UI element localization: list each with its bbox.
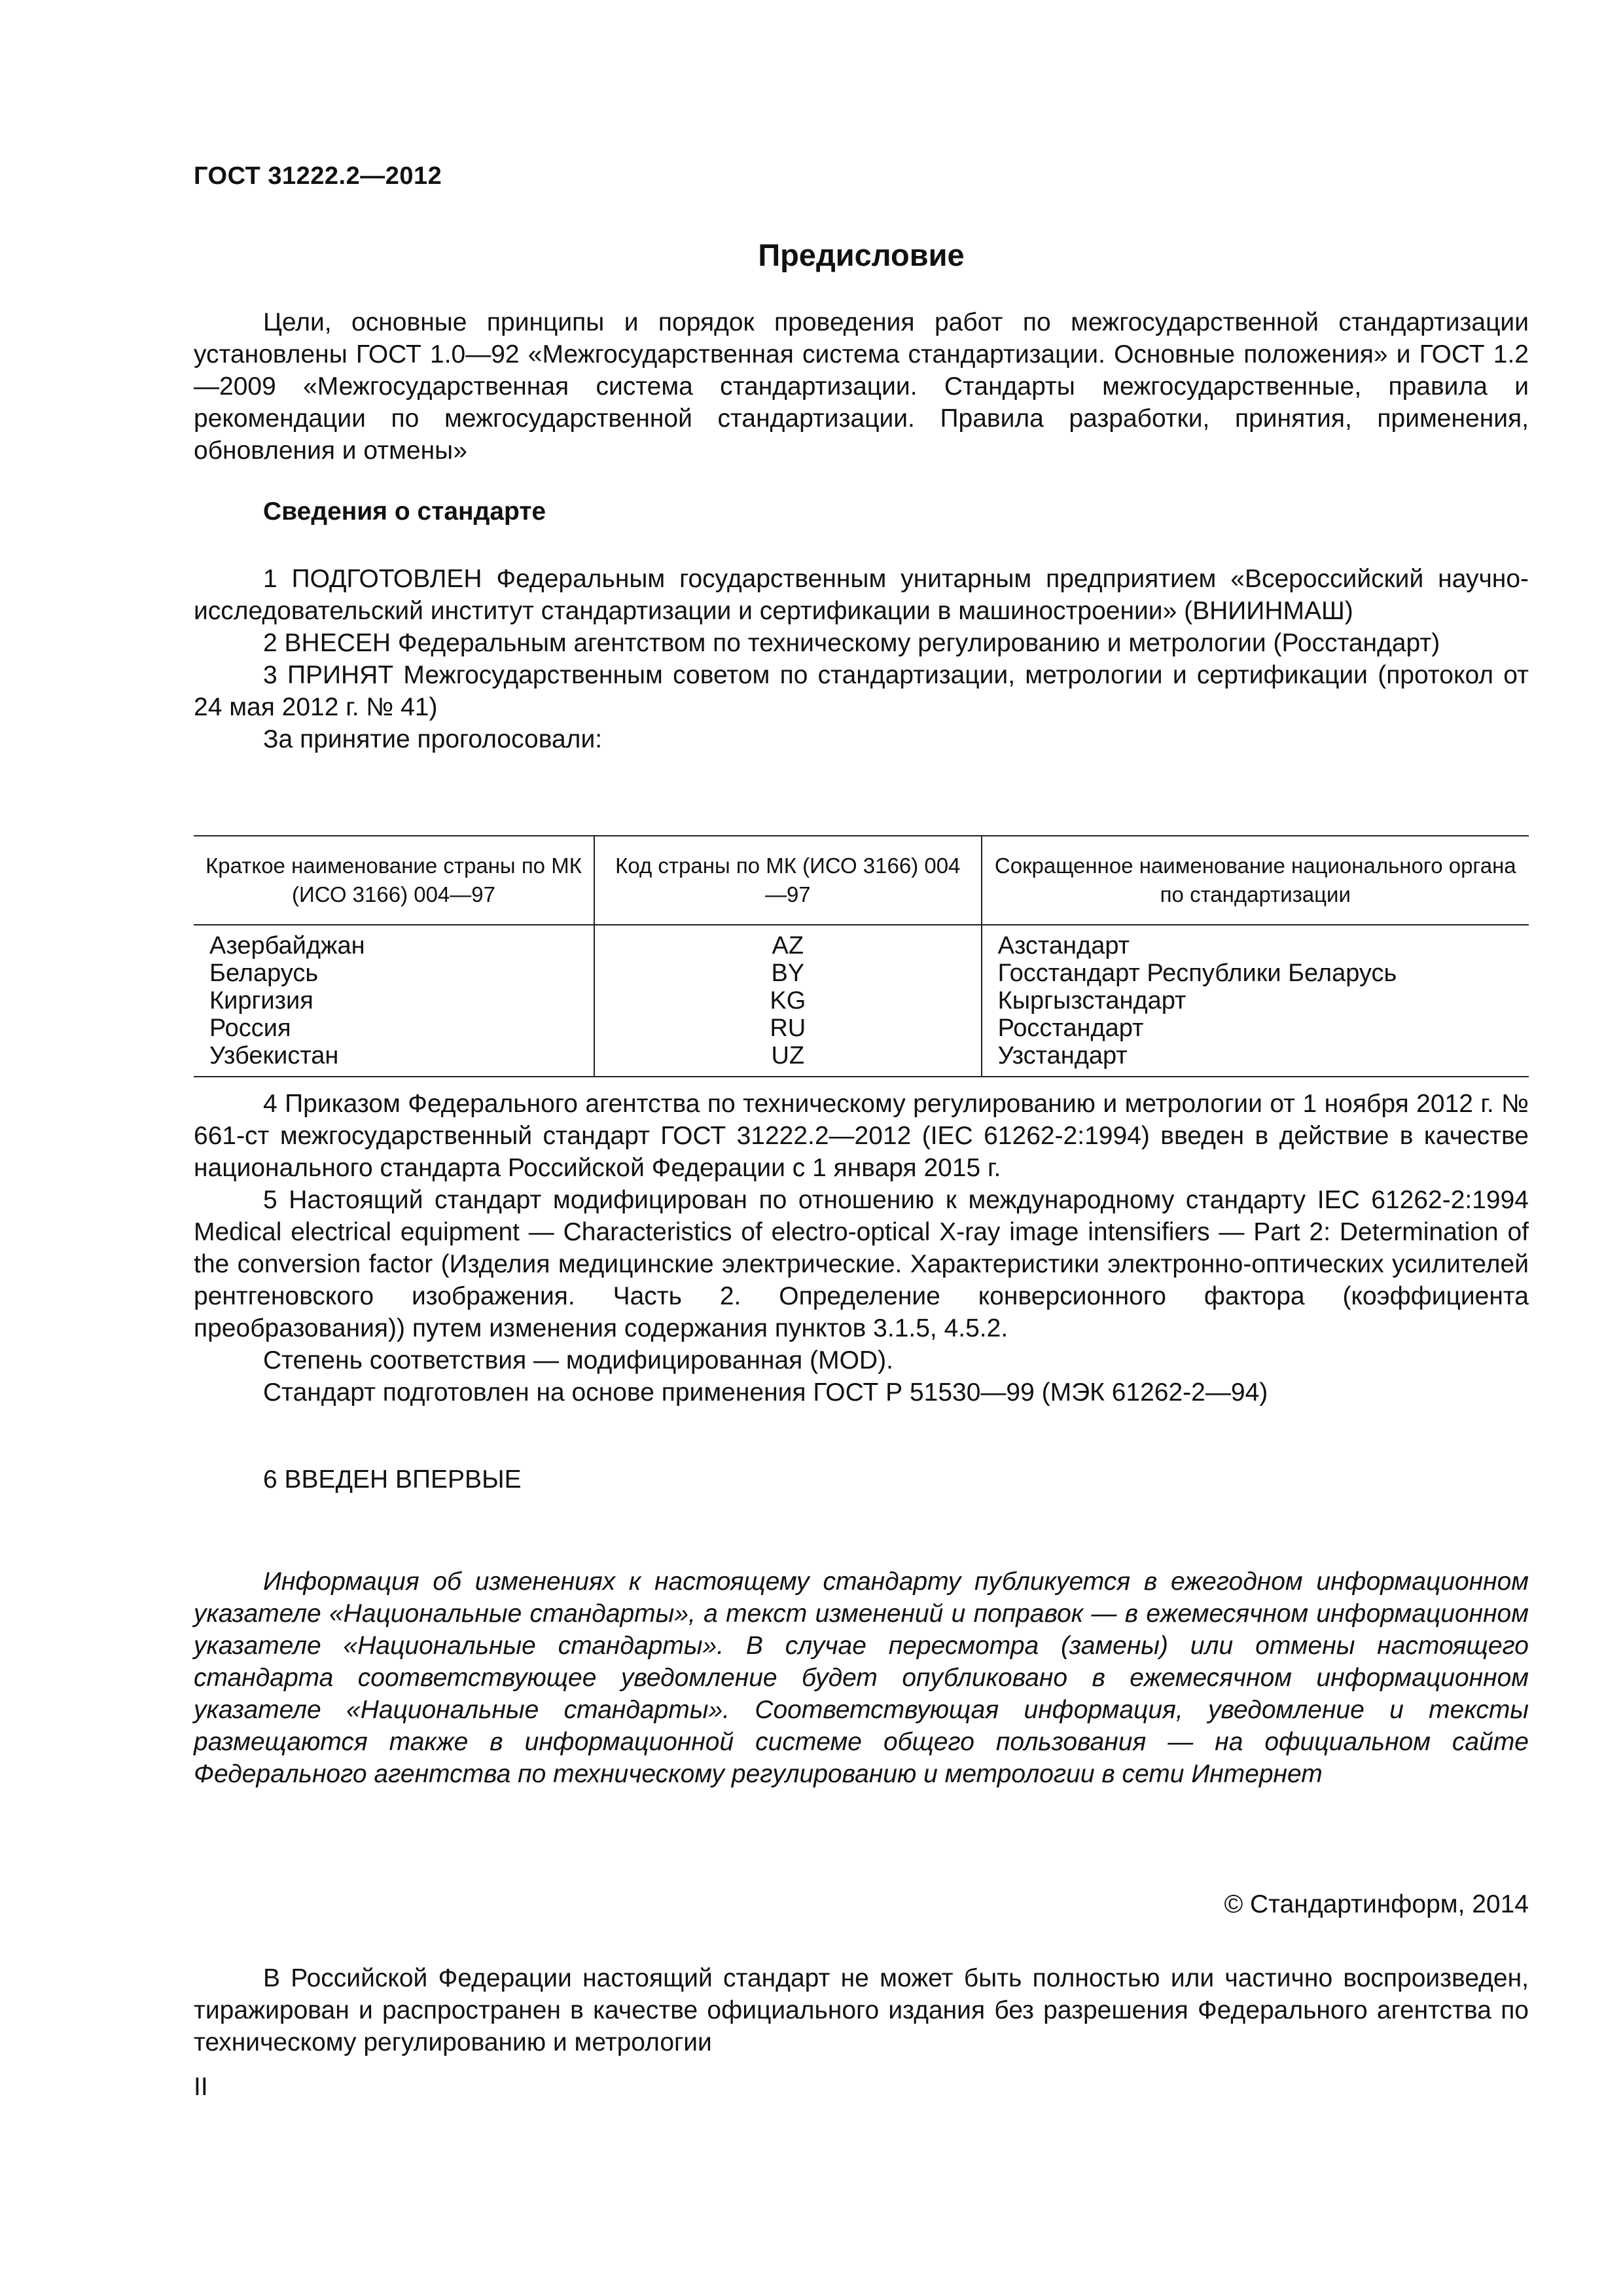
voting-table (194, 835, 1529, 1077)
item-4: 4 Приказом Федерального агентства по техническому регулированию и метрологии от 1 ноября 2012 г. № 661-ст межгосударственный стандарт ГОСТ 31222.2—2012 (IEC 61262-2:1994) введен в действие в качестве национального стандарта Российской Федерации с 1 января 2015 г. (194, 1090, 1529, 1182)
items-section (194, 563, 1529, 755)
subheading: Сведения о стандарте (263, 497, 546, 526)
table-header-body: Сокращенное наименование национального органа по стандартизации (982, 836, 1529, 925)
voted-label: За принятие проголосовали: (263, 725, 603, 753)
intro-paragraph: Цели, основные принципы и порядок проведения работ по межгосударственной стандартизации установлены ГОСТ 1.0—92 «Межгосударственная система стандартизации. Основные положения» и ГОСТ 1.2—2009 «Межгосударственная система стандартизации. Стандарты межгосударственные, правила и рекомендации по межгосударственной стандартизации. Правила разработки, принятия, применения, обновления и отмены» (194, 308, 1529, 465)
country-cell: Беларусь (209, 960, 319, 987)
item-5: 5 Настоящий стандарт модифицирован по отношению к международному стандарту IEC 61262-2:1994 Medical electrical equipment — Characteristics of electro-optical X-ray image intensifiers — Part 2: Determination of the conversion factor (Изделия медицинские электрические. Характеристики электронно-оптических усилителей рентгеновского изображения. Часть 2. Определение конверсионного фактора (коэффициента преобразования)) путем изменения содержания пунктов 3.1.5, 4.5.2. (194, 1186, 1529, 1342)
body-cell: Кыргызстандарт (982, 987, 1529, 1014)
table-row (194, 1014, 1529, 1042)
document-page (194, 0, 1529, 2296)
item-5-degree: Степень соответствия — модифицированная (MOD). (263, 1346, 893, 1374)
code-cell: AZ (594, 925, 982, 960)
country-cell: Киргизия (209, 987, 313, 1014)
page-number: II (194, 2073, 208, 2101)
item-2: 2 ВНЕСЕН Федеральным агентством по техническому регулированию и метрологии (Росстандарт) (263, 629, 1440, 657)
country-cell: Азербайджан (209, 932, 365, 960)
body-cell: Узстандарт (982, 1042, 1529, 1077)
table-header-code: Код страны по МК (ИСО 3166) 004—97 (594, 836, 982, 925)
notice-paragraph: Информация об изменениях к настоящему стандарту публикуется в ежегодном информационном указателе «Национальные стандарты», а текст изменений и поправок — в ежемесячном информационном указателе «Национальные стандарты». В случае пересмотра (замены) или отмены настоящего стандарта соответствующее уведомление будет опубликовано в ежемесячном информационном указателе «Национальные стандарты». Соответствующая информация, уведомление и тексты размещаются также в информационной системе общего пользования — на официальном сайте Федерального агентства по техническому регулированию и метрологии в сети Интернет (194, 1568, 1529, 1788)
items-section-2 (194, 1088, 1529, 1408)
table-header-row (194, 836, 1529, 925)
table-row (194, 960, 1529, 987)
table-row (194, 1042, 1529, 1077)
table-header-country: Краткое наименование страны по МК (ИСО 3166) 004—97 (194, 836, 594, 925)
body-cell: Росстандарт (982, 1014, 1529, 1042)
item-6-section (194, 1463, 1529, 1496)
document-code: ГОСТ 31222.2—2012 (194, 162, 442, 190)
intro-section (194, 306, 1529, 467)
table-row (194, 987, 1529, 1014)
notice-section (194, 1566, 1529, 1790)
country-cell: Узбекистан (194, 1042, 594, 1077)
country-cell: Россия (209, 1014, 291, 1042)
code-cell: UZ (594, 1042, 982, 1077)
code-cell: RU (594, 1014, 982, 1042)
item-6: 6 ВВЕДЕН ВПЕРВЫЕ (263, 1465, 522, 1494)
copyright: © Стандартинформ, 2014 (1224, 1890, 1529, 1918)
code-cell: KG (594, 987, 982, 1014)
body-cell: Азстандарт (982, 925, 1529, 960)
code-cell: BY (594, 960, 982, 987)
item-5-basis: Стандарт подготовлен на основе применения ГОСТ Р 51530—99 (МЭК 61262-2—94) (263, 1378, 1268, 1407)
rights-section (194, 1962, 1529, 2058)
item-1: 1 ПОДГОТОВЛЕН Федеральным государственным унитарным предприятием «Всероссийский научно-исследовательский институт стандартизации и сертификации в машиностроении» (ВНИИНМАШ) (194, 565, 1529, 625)
page-title: Предисловие (758, 238, 965, 272)
table-row (194, 925, 1529, 960)
rights-paragraph: В Российской Федерации настоящий стандарт не может быть полностью или частично воспроизведен, тиражирован и распространен в качестве официального издания без разрешения Федерального агентства по техническому регулированию и метрологии (194, 1964, 1529, 2056)
item-3: 3 ПРИНЯТ Межгосударственным советом по стандартизации, метрологии и сертификации (протокол от 24 мая 2012 г. № 41) (194, 661, 1529, 721)
body-cell: Госстандарт Республики Беларусь (982, 960, 1529, 987)
